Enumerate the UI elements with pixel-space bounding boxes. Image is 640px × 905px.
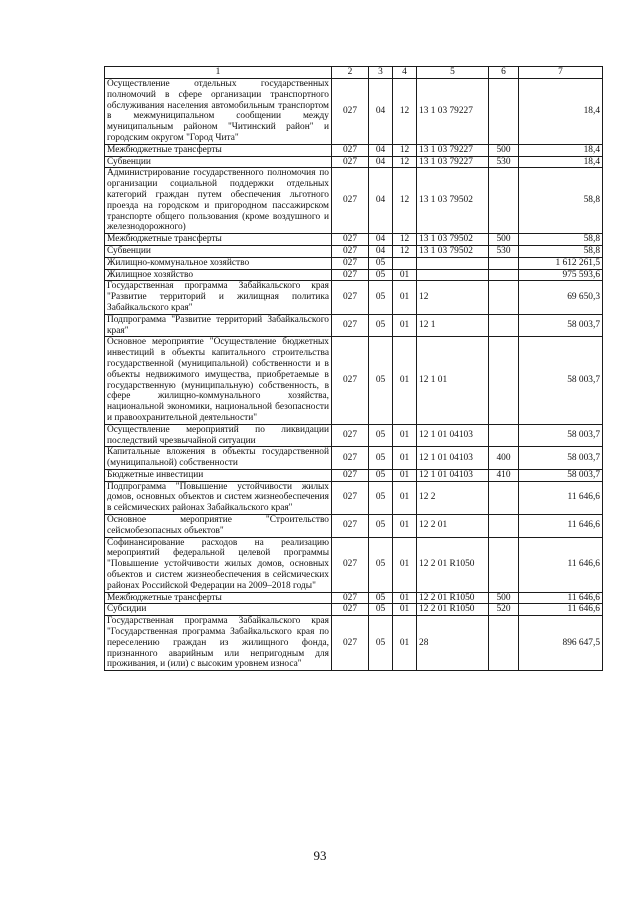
expense-type-cell <box>489 337 519 424</box>
subsection-cell: 01 <box>393 481 417 514</box>
amount-cell: 18,4 <box>519 144 603 156</box>
admin-code-cell: 027 <box>332 481 369 514</box>
section-cell: 05 <box>369 481 393 514</box>
amount-cell: 975 593,6 <box>519 269 603 281</box>
target-article-cell: 13 1 03 79502 <box>417 245 489 257</box>
subsection-cell: 12 <box>393 79 417 145</box>
target-article-cell: 12 1 <box>417 314 489 337</box>
table-row <box>105 144 603 156</box>
header-row <box>105 67 603 79</box>
table-row <box>105 337 603 424</box>
amount-cell: 11 646,6 <box>519 604 603 616</box>
section-cell: 05 <box>369 537 393 592</box>
row-name-cell: Софинансирование расходов на реализацию мероприятий федеральной целевой программы "Повышение устойчивости жилых домов, основных объектов и систем жизнеобеспечения в сейсмических районах Российской Федерации на 2009–2018 годы" <box>105 537 332 592</box>
admin-code-cell: 027 <box>332 604 369 616</box>
table-row <box>105 168 603 234</box>
subsection-cell: 12 <box>393 144 417 156</box>
row-name-cell: Администрирование государственного полномочия по организации социальной поддержки отдельных категорий граждан путем обеспечения льготного проезда на городском и пригородном пассажирском транспорте общего пользования (кроме воздушного и железнодорожного) <box>105 168 332 234</box>
row-name-cell: Государственная программа Забайкальского края "Государственная программа Забайкальского края по переселению граждан из жилищного фонда, признанного аварийным или непригодным для проживания, и (или) с высоким уровнем износа" <box>105 616 332 671</box>
amount-cell: 896 647,5 <box>519 616 603 671</box>
budget-table <box>104 66 603 671</box>
target-article-cell: 12 1 01 <box>417 337 489 424</box>
section-cell: 05 <box>369 469 393 481</box>
section-cell: 05 <box>369 281 393 314</box>
row-name-cell: Жилищно-коммунальное хозяйство <box>105 257 332 269</box>
target-article-cell: 13 1 03 79227 <box>417 144 489 156</box>
expense-type-cell <box>489 537 519 592</box>
subsection-cell: 12 <box>393 245 417 257</box>
subsection-cell <box>393 257 417 269</box>
subsection-cell: 01 <box>393 592 417 604</box>
subsection-cell: 01 <box>393 424 417 447</box>
amount-cell: 69 650,3 <box>519 281 603 314</box>
page-number: 93 <box>313 848 327 863</box>
header-cell: 4 <box>393 67 417 79</box>
subsection-cell: 01 <box>393 515 417 538</box>
row-name-cell: Межбюджетные трансферты <box>105 592 332 604</box>
target-article-cell: 13 1 03 79502 <box>417 168 489 234</box>
row-name-cell: Субвенции <box>105 245 332 257</box>
target-article-cell: 12 1 01 04103 <box>417 447 489 470</box>
admin-code-cell: 027 <box>332 79 369 145</box>
expense-type-cell <box>489 79 519 145</box>
row-name-cell: Субсидии <box>105 604 332 616</box>
row-name-cell: Бюджетные инвестиции <box>105 469 332 481</box>
admin-code-cell: 027 <box>332 537 369 592</box>
admin-code-cell: 027 <box>332 168 369 234</box>
target-article-cell: 12 1 01 04103 <box>417 424 489 447</box>
expense-type-cell: 400 <box>489 447 519 470</box>
admin-code-cell: 027 <box>332 515 369 538</box>
target-article-cell: 12 2 01 R1050 <box>417 537 489 592</box>
table-row <box>105 537 603 592</box>
section-cell: 05 <box>369 515 393 538</box>
amount-cell: 58,8 <box>519 245 603 257</box>
target-article-cell: 12 1 01 04103 <box>417 469 489 481</box>
admin-code-cell: 027 <box>332 424 369 447</box>
row-name-cell: Основное мероприятие "Осуществление бюджетных инвестиций в объекты капитального строительства государственной (муниципальной) собственности и в объекты недвижимого имущества, приобретаемые в государственную (муниципальную) собственность, в сфере жилищно-коммунального хозяйства, национальной экономики, национальной безопасности и правоохранительной деятельности" <box>105 337 332 424</box>
section-cell: 04 <box>369 168 393 234</box>
table-row <box>105 234 603 246</box>
table-row <box>105 156 603 168</box>
subsection-cell: 12 <box>393 156 417 168</box>
header-cell: 1 <box>105 67 332 79</box>
admin-code-cell: 027 <box>332 156 369 168</box>
subsection-cell: 01 <box>393 447 417 470</box>
section-cell: 05 <box>369 447 393 470</box>
table-row <box>105 592 603 604</box>
table-row <box>105 469 603 481</box>
admin-code-cell: 027 <box>332 245 369 257</box>
target-article-cell: 12 2 <box>417 481 489 514</box>
admin-code-cell: 027 <box>332 469 369 481</box>
subsection-cell: 12 <box>393 168 417 234</box>
section-cell: 05 <box>369 314 393 337</box>
table-row <box>105 281 603 314</box>
expense-type-cell <box>489 424 519 447</box>
subsection-cell: 12 <box>393 234 417 246</box>
expense-type-cell: 500 <box>489 592 519 604</box>
table-row <box>105 481 603 514</box>
amount-cell: 58 003,7 <box>519 424 603 447</box>
admin-code-cell: 027 <box>332 281 369 314</box>
admin-code-cell: 027 <box>332 337 369 424</box>
target-article-cell: 13 1 03 79502 <box>417 234 489 246</box>
amount-cell: 1 612 261,5 <box>519 257 603 269</box>
row-name-cell: Подпрограмма "Развитие территорий Забайкальского края" <box>105 314 332 337</box>
target-article-cell: 13 1 03 79227 <box>417 79 489 145</box>
row-name-cell: Межбюджетные трансферты <box>105 234 332 246</box>
subsection-cell: 01 <box>393 537 417 592</box>
expense-type-cell <box>489 616 519 671</box>
section-cell: 05 <box>369 337 393 424</box>
amount-cell: 18,4 <box>519 79 603 145</box>
admin-code-cell: 027 <box>332 234 369 246</box>
section-cell: 04 <box>369 245 393 257</box>
section-cell: 05 <box>369 604 393 616</box>
table-row <box>105 245 603 257</box>
header-cell: 7 <box>519 67 603 79</box>
subsection-cell: 01 <box>393 604 417 616</box>
admin-code-cell: 027 <box>332 144 369 156</box>
header-cell: 2 <box>332 67 369 79</box>
section-cell: 04 <box>369 234 393 246</box>
section-cell: 05 <box>369 424 393 447</box>
table-row <box>105 257 603 269</box>
expense-type-cell <box>489 257 519 269</box>
amount-cell: 11 646,6 <box>519 481 603 514</box>
admin-code-cell: 027 <box>332 616 369 671</box>
target-article-cell: 28 <box>417 616 489 671</box>
amount-cell: 58,8 <box>519 234 603 246</box>
admin-code-cell: 027 <box>332 314 369 337</box>
amount-cell: 11 646,6 <box>519 537 603 592</box>
subsection-cell: 01 <box>393 314 417 337</box>
row-name-cell: Подпрограмма "Повышение устойчивости жилых домов, основных объектов и систем жизнеобеспечения в сейсмических районах Забайкальского края" <box>105 481 332 514</box>
table-row <box>105 447 603 470</box>
admin-code-cell: 027 <box>332 269 369 281</box>
admin-code-cell: 027 <box>332 447 369 470</box>
expense-type-cell: 530 <box>489 156 519 168</box>
target-article-cell: 12 <box>417 281 489 314</box>
row-name-cell: Осуществление мероприятий по ликвидации последствий чрезвычайной ситуации <box>105 424 332 447</box>
amount-cell: 58 003,7 <box>519 314 603 337</box>
row-name-cell: Межбюджетные трансферты <box>105 144 332 156</box>
row-name-cell: Осуществление отдельных государственных полномочий в сфере организации транспортного обслуживания населения автомобильным транспортом в межмуниципальном сообщении между муниципальным районом "Читинский район" и городским округом "Город Чита" <box>105 79 332 145</box>
expense-type-cell <box>489 314 519 337</box>
section-cell: 05 <box>369 269 393 281</box>
expense-type-cell <box>489 269 519 281</box>
target-article-cell: 12 2 01 <box>417 515 489 538</box>
header-cell: 5 <box>417 67 489 79</box>
amount-cell: 11 646,6 <box>519 592 603 604</box>
section-cell: 05 <box>369 592 393 604</box>
section-cell: 04 <box>369 144 393 156</box>
target-article-cell <box>417 257 489 269</box>
row-name-cell: Государственная программа Забайкальского края "Развитие территорий и жилищная политика Забайкальского края" <box>105 281 332 314</box>
header-cell: 6 <box>489 67 519 79</box>
subsection-cell: 01 <box>393 469 417 481</box>
admin-code-cell: 027 <box>332 592 369 604</box>
amount-cell: 58 003,7 <box>519 469 603 481</box>
table-row <box>105 314 603 337</box>
target-article-cell <box>417 269 489 281</box>
amount-cell: 18,4 <box>519 156 603 168</box>
row-name-cell: Капитальные вложения в объекты государственной (муниципальной) собственности <box>105 447 332 470</box>
expense-type-cell: 500 <box>489 144 519 156</box>
target-article-cell: 13 1 03 79227 <box>417 156 489 168</box>
admin-code-cell: 027 <box>332 257 369 269</box>
expense-type-cell: 500 <box>489 234 519 246</box>
subsection-cell: 01 <box>393 337 417 424</box>
row-name-cell: Субвенции <box>105 156 332 168</box>
section-cell: 04 <box>369 156 393 168</box>
section-cell: 05 <box>369 616 393 671</box>
table-row <box>105 616 603 671</box>
target-article-cell: 12 2 01 R1050 <box>417 604 489 616</box>
subsection-cell: 01 <box>393 269 417 281</box>
expense-type-cell <box>489 515 519 538</box>
amount-cell: 58,8 <box>519 168 603 234</box>
table-row <box>105 515 603 538</box>
expense-type-cell: 410 <box>489 469 519 481</box>
expense-type-cell <box>489 168 519 234</box>
header-cell: 3 <box>369 67 393 79</box>
table-row <box>105 604 603 616</box>
table-row <box>105 269 603 281</box>
expense-type-cell <box>489 281 519 314</box>
amount-cell: 58 003,7 <box>519 337 603 424</box>
amount-cell: 58 003,7 <box>519 447 603 470</box>
expense-type-cell: 520 <box>489 604 519 616</box>
row-name-cell: Основное мероприятие "Строительство сейсмобезопасных объектов" <box>105 515 332 538</box>
target-article-cell: 12 2 01 R1050 <box>417 592 489 604</box>
subsection-cell: 01 <box>393 616 417 671</box>
section-cell: 05 <box>369 257 393 269</box>
table-row <box>105 424 603 447</box>
section-cell: 04 <box>369 79 393 145</box>
amount-cell: 11 646,6 <box>519 515 603 538</box>
subsection-cell: 01 <box>393 281 417 314</box>
table-row <box>105 79 603 145</box>
expense-type-cell: 530 <box>489 245 519 257</box>
row-name-cell: Жилищное хозяйство <box>105 269 332 281</box>
expense-type-cell <box>489 481 519 514</box>
